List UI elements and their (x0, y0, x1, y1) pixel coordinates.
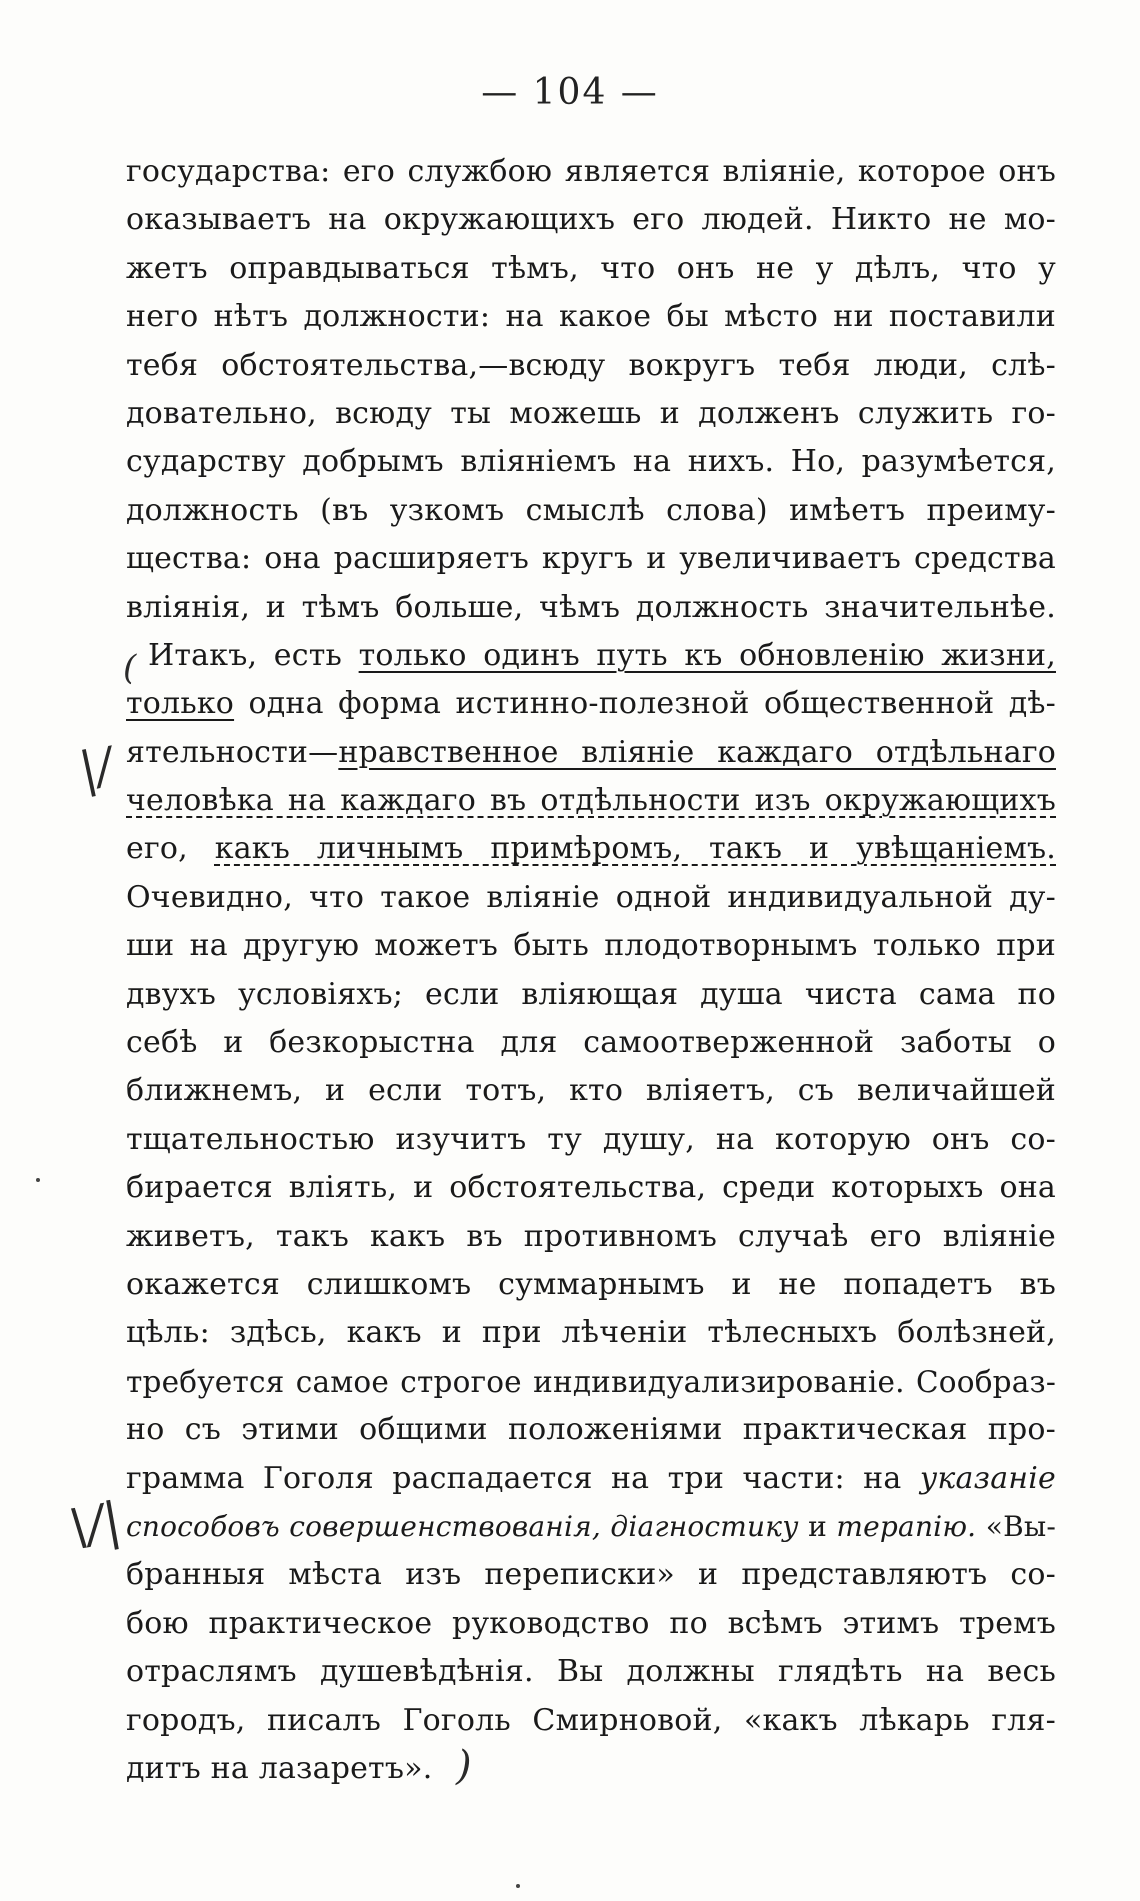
text-line: требуется самое строгое индивидуализированiе. Сообраз- (126, 1364, 1056, 1399)
text-line (126, 1503, 1056, 1551)
text-line: себѣ и безкорыстна для самоотверженной заботы о (126, 1025, 1056, 1061)
text-line (126, 1455, 1056, 1503)
pencil-underlined-text: только одинъ путь къ обновленiю жизни, (358, 637, 1056, 673)
margin-pencil-mark-1: |/ (74, 737, 118, 799)
text-line-last: дитъ на лазаретъ». (126, 1750, 433, 1786)
text-line: бою практическое руководство по всѣмъ этимъ тремъ (126, 1605, 1056, 1641)
text-line: городъ, писалъ Гоголь Смирновой, «какъ лѣкарь гля- (126, 1702, 1056, 1738)
text-line: щества: она расширяетъ кругъ и увеличиваетъ средства (126, 541, 1056, 577)
pencil-underlined-text: только (126, 686, 235, 722)
text-line-underlined (126, 729, 1056, 777)
text-line: окажется слишкомъ суммарнымъ и не попадетъ въ (126, 1266, 1056, 1302)
text-line: двухъ условiяхъ; если влiяющая душа чиста сама по (126, 976, 1056, 1012)
text-line: ближнемъ, и если тотъ, кто влiяетъ, съ величайшей (126, 1073, 1056, 1109)
text-run: и (798, 1509, 837, 1543)
text-line: должность (въ узкомъ смыслѣ слова) имѣетъ преиму- (126, 492, 1056, 528)
margin-pencil-mark-2: \/| (65, 1491, 126, 1557)
text-line: сударству добрымъ влiянiемъ на нихъ. Но, разумѣется, (126, 444, 1056, 480)
text-line: бранныя мѣста изъ переписки» и представляютъ со- (126, 1557, 1056, 1593)
text-line: цѣль: здѣсь, какъ и при лѣченiи тѣлесныхъ болѣзней, (126, 1315, 1056, 1351)
pencil-open-bracket: ( (123, 648, 137, 688)
pencil-underlined-text: человѣка на каждаго въ отдѣльности изъ окружающихъ (126, 783, 1056, 819)
body-text (126, 148, 1056, 1793)
text-line-underlined (126, 777, 1056, 825)
text-line: государства: его службою является влiянiе, которое онъ (126, 154, 1056, 189)
italic-text: указанiе (919, 1460, 1056, 1496)
text-line-underlined (126, 825, 1056, 873)
text-line-underlined (126, 680, 1056, 728)
text-line: тщательностью изучитъ ту душу, на которую онъ со- (126, 1121, 1056, 1157)
text-line: него нѣтъ должности: на какое бы мѣсто ни поставили (126, 299, 1056, 335)
text-line: жетъ оправдываться тѣмъ, что онъ не у дѣлъ, что у (126, 250, 1056, 286)
pencil-underlined-text: какъ личнымъ примѣромъ, такъ и увѣщанiемъ. (214, 831, 1057, 867)
text-run: грамма Гоголя распадается на три части: на (126, 1460, 920, 1496)
text-line-underlined (126, 632, 1056, 680)
text-run: Итакъ, есть (148, 637, 359, 673)
pencil-close-bracket: ) (456, 1743, 472, 1789)
print-speck (36, 1178, 40, 1182)
text-line: тебя обстоятельства,—всюду вокругъ тебя люди, слѣ- (126, 347, 1056, 383)
text-line: живетъ, такъ какъ въ противномъ случаѣ его влiянiе (126, 1218, 1056, 1254)
text-run: ятельности— (126, 734, 339, 770)
text-run: одна форма истинно-полезной общественной дѣ- (234, 686, 1056, 722)
text-line: влiянiя, и тѣмъ больше, чѣмъ должность значительнѣе. (126, 589, 1056, 625)
italic-text: способовъ совершенствованiя, дiагностику (126, 1509, 799, 1543)
text-line: отраслямъ душевѣдѣнiя. Вы должны глядѣть на весь (126, 1654, 1056, 1690)
text-line: оказываетъ на окружающихъ его людей. Никто не мо- (126, 202, 1056, 238)
text-line: ши на другую можетъ быть плодотворнымъ только при (126, 928, 1056, 964)
text-line: довательно, всюду ты можешь и долженъ служить го- (126, 395, 1056, 431)
page-number: — 104 — (481, 72, 659, 113)
print-speck (516, 1884, 520, 1888)
text-line: но съ этими общими положенiями практическая про- (126, 1412, 1056, 1448)
text-line: бирается влiять, и обстоятельства, среди которыхъ она (126, 1170, 1056, 1206)
text-run: «Вы- (976, 1509, 1056, 1543)
pencil-underlined-text: нравственное влiянiе каждаго отдѣльнаго (338, 734, 1056, 770)
text-line: Очевидно, что такое влiянiе одной индивидуальной ду- (126, 879, 1056, 915)
italic-text: терапiю. (836, 1509, 977, 1543)
text-run: его, (126, 831, 215, 867)
